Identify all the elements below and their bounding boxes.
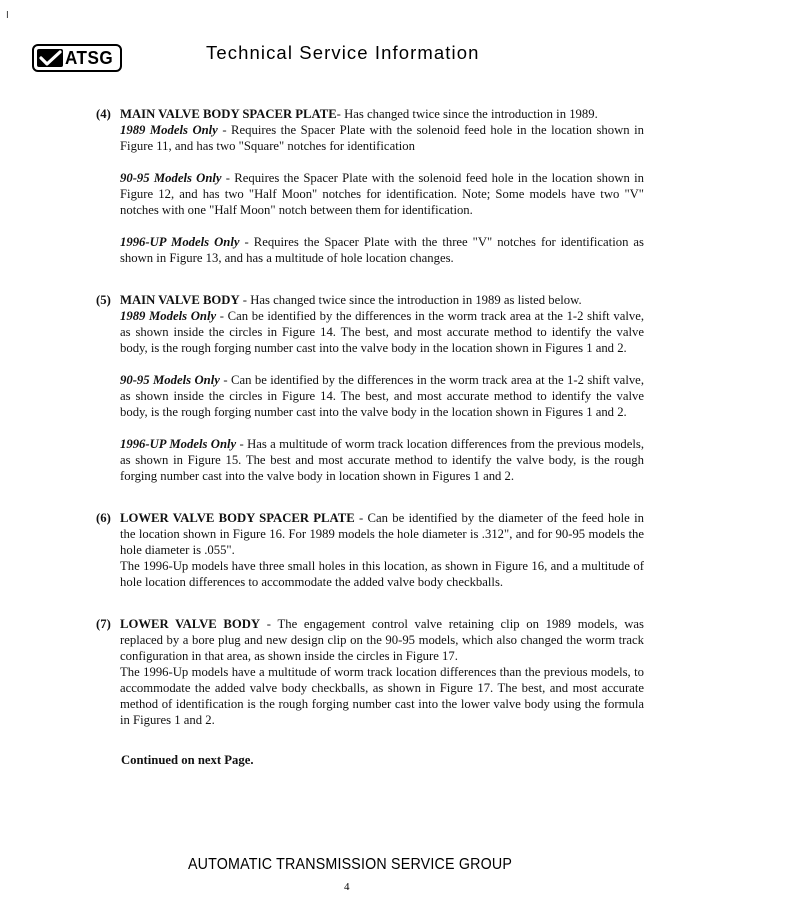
section-intro [120,292,644,356]
model-label: 1996-UP Models Only [120,437,237,451]
section-text: - Has changed twice since the introduction in 1989 as listed below. [239,293,582,307]
section-number: (6) [96,511,111,525]
model-paragraph [120,234,644,266]
model-label: 90-95 Models Only [120,373,220,387]
section-text-continued: The 1996-Up models have a multitude of worm track location differences than the previous models, to accommodate the added valve body checkballs, as shown in Figure 17. The best, and most accurate method of identification is the rough forging number cast into the lower valve body using the formula in Figures 1 and 2. [120,665,644,727]
continued-note: Continued on next Page. [121,753,254,767]
section-5 [96,292,644,484]
section-4 [96,106,644,266]
section-heading: MAIN VALVE BODY SPACER PLATE [120,107,337,121]
model-text: - Requires the Spacer Plate with the solenoid feed hole in the location shown in Figure 12, and has two "Half Moon" notches for identification. Note; Some models have two "V" notches with one "Half Moon" notch between them for identification. [120,171,644,217]
section-text: - Has changed twice since the introduction in 1989. [336,107,598,121]
section-intro [120,106,644,154]
model-label: 1996-UP Models Only [120,235,240,249]
model-label: 1989 Models Only [120,309,217,323]
model-label: 90-95 Models Only [120,171,222,185]
section-number: (4) [96,107,111,121]
section-intro [120,616,644,728]
section-text-continued: The 1996-Up models have three small holes in this location, as shown in Figure 16, and a multitude of hole location differences to accommodate the added valve body checkballs. [120,559,644,589]
atsg-checkmark-icon [37,49,63,67]
section-heading: MAIN VALVE BODY [120,293,240,307]
page-title: Technical Service Information [206,42,480,63]
section-intro [120,510,644,590]
page-corner-mark: I [6,10,9,21]
logo-text: ATSG [65,48,114,68]
model-paragraph [120,170,644,218]
document-body [96,106,644,754]
model-text: - Can be identified by the differences in the worm track area at the 1-2 shift valve, as shown inside the circles in Figure 14. The best, and most accurate method to identify the valve body, is the rough forging number cast into the valve body in the location shown in Figures 1 and 2. [120,309,644,355]
model-paragraph [120,372,644,420]
atsg-logo [32,44,122,72]
section-text: - The engagement control valve retaining clip on 1989 models, was replaced by a bore plug and new design clip on the 90-95 models, which also changed the worm track configuration in that area, as shown inside the circles in Figure 17. [120,617,644,663]
section-number: (5) [96,293,111,307]
section-7 [96,616,644,728]
section-number: (7) [96,617,111,631]
model-text: - Can be identified by the differences in the worm track area at the 1-2 shift valve, as shown inside the circles in Figure 14. The best, and most accurate method to identify the valve body, is the rough forging number cast into the valve body in the location shown in Figures 1 and 2. [120,373,644,419]
page-number: 4 [344,881,350,893]
model-text: - Requires the Spacer Plate with the solenoid feed hole in the location shown in Figure 11, and has two "Square" notches for identification [120,123,644,153]
model-text: - Requires the Spacer Plate with the three "V" notches for identification as shown in Figure 13, and has a multitude of hole location changes. [120,235,644,265]
model-label: 1989 Models Only [120,123,218,137]
section-6 [96,510,644,590]
section-heading: LOWER VALVE BODY [120,617,261,631]
section-heading: LOWER VALVE BODY SPACER PLATE [120,511,355,525]
footer-title: AUTOMATIC TRANSMISSION SERVICE GROUP [187,856,513,873]
model-paragraph [120,436,644,484]
model-text: - Has a multitude of worm track location differences from the previous models, as shown in Figure 15. The best and most accurate method to identify the valve body, is the rough forging number cast into the valve body in location shown in Figures 1 and 2. [120,437,644,483]
section-text: - Can be identified by the diameter of the feed hole in the location shown in Figure 16. For 1989 models the hole diameter is .312", and for 90-95 models the hole diameter is .055". [120,511,644,557]
